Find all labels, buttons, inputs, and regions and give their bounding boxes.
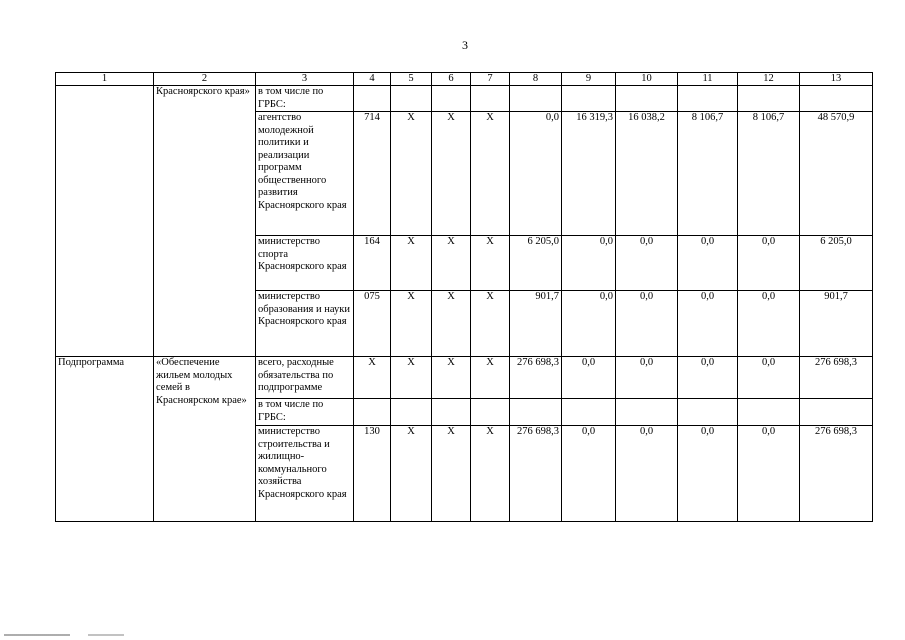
grbs-cell: министерство строительства и жилищно-коммунального хозяйства Красноярского края [256,426,354,522]
vr-cell: Х [471,426,510,522]
column-number: 10 [616,73,678,86]
amount-cell: 8 106,7 [738,112,800,236]
table-row [56,86,873,112]
amount-cell [510,399,562,426]
grbs-code-cell [354,86,391,112]
total-cell: 276 698,3 [800,357,873,399]
vr-cell: Х [471,112,510,236]
column-number-row [56,73,873,86]
status-cell: Подпрограмма [56,357,154,522]
scan-artifact-line [4,634,124,636]
amount-cell [616,86,678,112]
amount-cell: 0,0 [738,426,800,522]
total-cell: 48 570,9 [800,112,873,236]
grbs-code-cell: Х [354,357,391,399]
csr-cell: Х [432,357,471,399]
amount-cell [678,399,738,426]
amount-cell: 8 106,7 [678,112,738,236]
grbs-cell: министерство образования и науки Красноярского края [256,291,354,357]
column-number: 6 [432,73,471,86]
total-cell: 901,7 [800,291,873,357]
page-number: 3 [462,38,468,52]
grbs-cell: в том числе по ГРБС: [256,399,354,426]
rzpr-cell: Х [391,291,432,357]
amount-cell: 0,0 [562,236,616,291]
vr-cell [471,399,510,426]
column-number: 1 [56,73,154,86]
amount-cell: 0,0 [678,236,738,291]
amount-cell: 0,0 [678,291,738,357]
grbs-code-cell: 130 [354,426,391,522]
csr-cell [432,399,471,426]
amount-cell: 0,0 [562,426,616,522]
amount-cell [738,399,800,426]
amount-cell [678,86,738,112]
column-number: 4 [354,73,391,86]
amount-cell: 276 698,3 [510,426,562,522]
amount-cell: 0,0 [562,291,616,357]
amount-cell [562,399,616,426]
status-cell [56,86,154,357]
program-name-cell: «Обеспечение жильем молодых семей в Красноярском крае» [154,357,256,522]
budget-table [55,72,873,522]
column-number: 9 [562,73,616,86]
rzpr-cell: Х [391,112,432,236]
amount-cell [616,399,678,426]
amount-cell: 0,0 [616,291,678,357]
column-number: 11 [678,73,738,86]
amount-cell: 0,0 [678,426,738,522]
csr-cell [432,86,471,112]
grbs-code-cell [354,399,391,426]
amount-cell: 0,0 [738,291,800,357]
grbs-code-cell: 075 [354,291,391,357]
amount-cell: 0,0 [562,357,616,399]
rzpr-cell [391,399,432,426]
amount-cell: 16 319,3 [562,112,616,236]
vr-cell: Х [471,236,510,291]
amount-cell: 276 698,3 [510,357,562,399]
grbs-cell: всего, расходные обязательства по подпрограмме [256,357,354,399]
total-cell [800,86,873,112]
rzpr-cell: Х [391,357,432,399]
total-cell: 276 698,3 [800,426,873,522]
column-number: 2 [154,73,256,86]
total-cell: 6 205,0 [800,236,873,291]
amount-cell: 16 038,2 [616,112,678,236]
amount-cell: 0,0 [738,236,800,291]
vr-cell: Х [471,357,510,399]
csr-cell: Х [432,426,471,522]
grbs-cell: министерство спорта Красноярского края [256,236,354,291]
column-number: 5 [391,73,432,86]
vr-cell: Х [471,291,510,357]
total-cell [800,399,873,426]
csr-cell: Х [432,112,471,236]
grbs-cell: агентство молодежной политики и реализации программ общественного развития Красноярского края [256,112,354,236]
grbs-code-cell: 164 [354,236,391,291]
table-row [56,357,873,399]
grbs-code-cell: 714 [354,112,391,236]
vr-cell [471,86,510,112]
column-number: 7 [471,73,510,86]
csr-cell: Х [432,236,471,291]
csr-cell: Х [432,291,471,357]
rzpr-cell: Х [391,236,432,291]
amount-cell: 0,0 [678,357,738,399]
amount-cell: 901,7 [510,291,562,357]
rzpr-cell: Х [391,426,432,522]
column-number: 13 [800,73,873,86]
column-number: 3 [256,73,354,86]
program-name-cell: Красноярского края» [154,86,256,357]
amount-cell: 0,0 [738,357,800,399]
column-number: 8 [510,73,562,86]
amount-cell [738,86,800,112]
grbs-cell: в том числе по ГРБС: [256,86,354,112]
rzpr-cell [391,86,432,112]
amount-cell: 0,0 [616,236,678,291]
amount-cell: 0,0 [510,112,562,236]
amount-cell [510,86,562,112]
amount-cell: 0,0 [616,426,678,522]
column-number: 12 [738,73,800,86]
amount-cell [562,86,616,112]
amount-cell: 0,0 [616,357,678,399]
amount-cell: 6 205,0 [510,236,562,291]
